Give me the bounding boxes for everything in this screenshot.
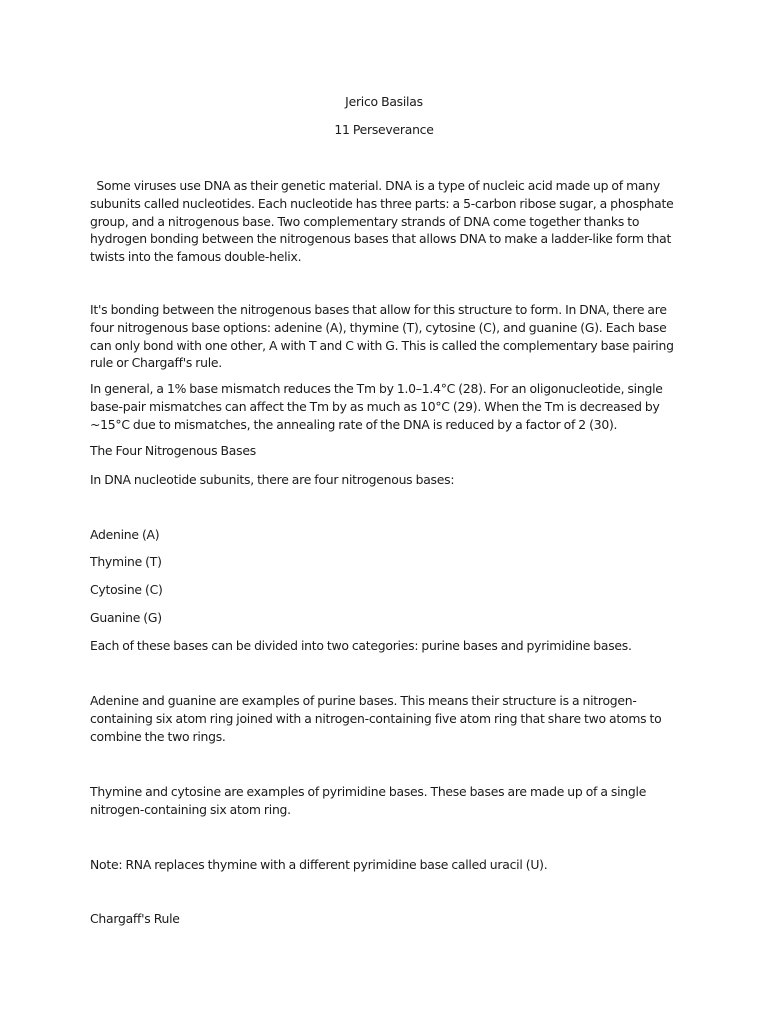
class-section: 11 Perseverance <box>334 122 434 137</box>
paragraph-categories: Each of these bases can be divided into two categories: purine bases and pyrimidine bases. <box>90 638 632 653</box>
author-name: Jerico Basilas <box>345 94 423 109</box>
heading-four-bases: The Four Nitrogenous Bases <box>90 443 256 458</box>
paragraph-purines: Adenine and guanine are examples of purine bases. This means their structure is a nitrogen-containing six atom ring joined with a nitrogen-containing five atom ring that share two atoms to combine the two rings. <box>90 693 662 744</box>
base-item-cytosine: Cytosine (C) <box>90 582 163 597</box>
base-item-guanine: Guanine (G) <box>90 610 162 625</box>
paragraph-base-pairing: It's bonding between the nitrogenous bases that allow for this structure to form. In DNA, there are four nitrogenous base options: adenine (A), thymine (T), cytosine (C), and guanine (G). Each base can only bond with one other, A with T and C with G. This is called the complementary base pairing rule or Chargaff's rule. <box>90 302 674 371</box>
base-item-thymine: Thymine (T) <box>90 554 162 569</box>
base-item-adenine: Adenine (A) <box>90 527 160 542</box>
paragraph-intro: Some viruses use DNA as their genetic material. DNA is a type of nucleic acid made up of many subunits called nucleotides. Each nucleotide has three parts: a 5-carbon ribose sugar, a phosphate group, and a nitrogenous base. Two complementary strands of DNA come together thanks to hydrogen bonding between the nitrogenous bases that allows DNA to make a ladder-like form that twists into the famous double-helix. <box>90 178 674 265</box>
paragraph-pyrimidines: Thymine and cytosine are examples of pyrimidine bases. These bases are made up of a single nitrogen-containing six atom ring. <box>90 784 647 817</box>
paragraph-bases-intro: In DNA nucleotide subunits, there are four nitrogenous bases: <box>90 472 455 487</box>
paragraph-mismatch: In general, a 1% base mismatch reduces the Tm by 1.0–1.4°C (28). For an oligonucleotide, single base-pair mismatches can affect the Tm by as much as 10°C (29). When the Tm is decreased by ~15°C due to mismatches, the annealing rate of the DNA is reduced by a factor of 2 (30). <box>90 381 663 432</box>
paragraph-rna-note: Note: RNA replaces thymine with a different pyrimidine base called uracil (U). <box>90 857 548 872</box>
heading-chargaff-rule: Chargaff's Rule <box>90 911 180 926</box>
